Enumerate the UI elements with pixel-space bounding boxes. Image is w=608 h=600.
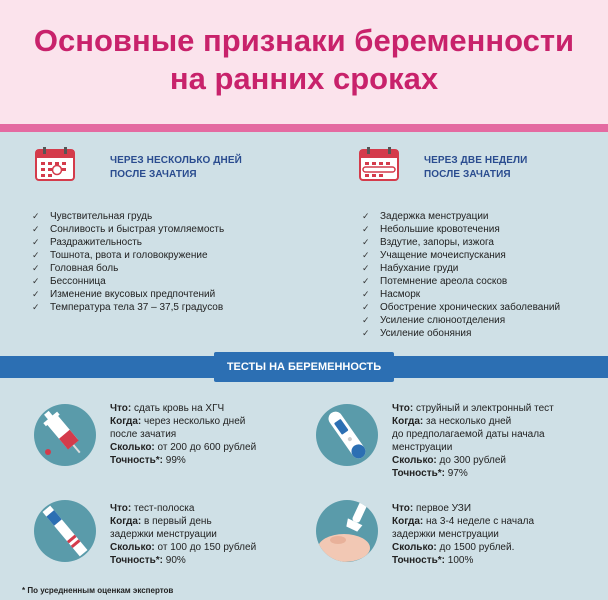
test-card-strip	[110, 502, 256, 567]
accent-divider	[0, 124, 608, 132]
calendar-icon	[34, 146, 78, 182]
test-cost-value: до 300 рублей	[436, 455, 507, 466]
test-when-value-cont: задержки менструации	[110, 529, 217, 540]
ultrasound-icon	[316, 500, 378, 562]
page-title	[0, 22, 608, 98]
list-item: ✓ Головная боль	[32, 262, 224, 275]
list-item: ✓ Задержка менструации	[362, 210, 560, 223]
test-what-value: струйный и электронный тест	[413, 403, 554, 414]
test-strip-icon	[34, 500, 96, 562]
calendar-range-icon	[358, 146, 402, 182]
test-what-label: Что:	[110, 403, 132, 414]
test-when-value: в первый день	[141, 516, 212, 527]
test-accuracy-label: Точность*:	[110, 555, 163, 566]
test-accuracy-label: Точность*:	[110, 455, 163, 466]
list-item: ✓ Набухание груди	[362, 262, 560, 275]
list-item: ✓ Раздражительность	[32, 236, 224, 249]
test-accuracy-value: 97%	[445, 468, 468, 479]
list-item: ✓ Тошнота, рвота и головокружение	[32, 249, 224, 262]
test-cost-value: от 100 до 150 рублей	[154, 542, 257, 553]
list-item: ✓ Чувствительная грудь	[32, 210, 224, 223]
left-heading-line1: ЧЕРЕЗ НЕСКОЛЬКО ДНЕЙ	[110, 155, 242, 166]
test-what-value: сдать кровь на ХГЧ	[131, 403, 225, 414]
test-what-value: тест-полоска	[131, 503, 195, 514]
list-item: ✓ Бессонница	[32, 275, 224, 288]
test-when-value-cont: задержки менструации	[392, 529, 499, 540]
list-item: ✓ Учащение мочеиспускания	[362, 249, 560, 262]
test-when-value-cont: до предполагаемой даты начала	[392, 429, 545, 440]
left-symptom-list	[32, 210, 224, 314]
test-accuracy-value: 100%	[445, 555, 474, 566]
test-cost-label: Сколько:	[392, 542, 437, 553]
right-heading-line1: ЧЕРЕЗ ДВЕ НЕДЕЛИ	[424, 155, 528, 166]
test-when-value: через несколько дней	[141, 416, 246, 427]
test-accuracy-value: 90%	[163, 555, 186, 566]
test-when-value-cont: менструации	[392, 442, 453, 453]
tests-banner-title: ТЕСТЫ НА БЕРЕМЕННОСТЬ	[226, 361, 382, 373]
test-card-electronic	[392, 402, 554, 480]
footnote: * По усредненным оценкам экспертов	[22, 586, 174, 595]
list-item: ✓ Температура тела 37 – 37,5 градусов	[32, 301, 224, 314]
test-when-label: Когда:	[392, 516, 424, 527]
list-item: ✓ Вздутие, запоры, изжога	[362, 236, 560, 249]
test-card-blood	[110, 402, 256, 467]
blood-syringe-icon	[34, 404, 96, 466]
left-column-heading	[110, 154, 242, 182]
test-cost-label: Сколько:	[392, 455, 437, 466]
test-cost-value: от 200 до 600 рублей	[154, 442, 257, 453]
right-column-heading	[424, 154, 527, 182]
test-when-value-cont: после зачатия	[110, 429, 177, 440]
right-heading-line2: ПОСЛЕ ЗАЧАТИЯ	[424, 169, 511, 180]
test-cost-label: Сколько:	[110, 542, 155, 553]
test-accuracy-label: Точность*:	[392, 555, 445, 566]
test-when-label: Когда:	[392, 416, 424, 427]
test-when-label: Когда:	[110, 516, 142, 527]
test-card-ultrasound	[392, 502, 534, 567]
list-item: ✓ Небольшие кровотечения	[362, 223, 560, 236]
list-item: ✓ Изменение вкусовых предпочтений	[32, 288, 224, 301]
test-what-label: Что:	[392, 503, 414, 514]
list-item: ✓ Усиление слюноотделения	[362, 314, 560, 327]
page-title-line1: Основные признаки беременности	[33, 23, 575, 58]
test-what-value: первое УЗИ	[413, 503, 472, 514]
electronic-test-icon	[316, 404, 378, 466]
list-item: ✓ Усиление обоняния	[362, 327, 560, 340]
page-title-line2: на ранних сроках	[169, 61, 439, 96]
left-heading-line2: ПОСЛЕ ЗАЧАТИЯ	[110, 169, 197, 180]
test-accuracy-label: Точность*:	[392, 468, 445, 479]
list-item: ✓ Обострение хронических заболеваний	[362, 301, 560, 314]
list-item: ✓ Потемнение ареола сосков	[362, 275, 560, 288]
test-when-label: Когда:	[110, 416, 142, 427]
test-when-value: за несколько дней	[423, 416, 512, 427]
right-symptom-list	[362, 210, 560, 340]
list-item: ✓ Насморк	[362, 288, 560, 301]
test-cost-label: Сколько:	[110, 442, 155, 453]
test-what-label: Что:	[392, 403, 414, 414]
list-item: ✓ Сонливость и быстрая утомляемость	[32, 223, 224, 236]
test-cost-value: до 1500 рублей.	[436, 542, 515, 553]
test-what-label: Что:	[110, 503, 132, 514]
test-when-value: на 3-4 неделе с начала	[423, 516, 535, 527]
test-accuracy-value: 99%	[163, 455, 186, 466]
